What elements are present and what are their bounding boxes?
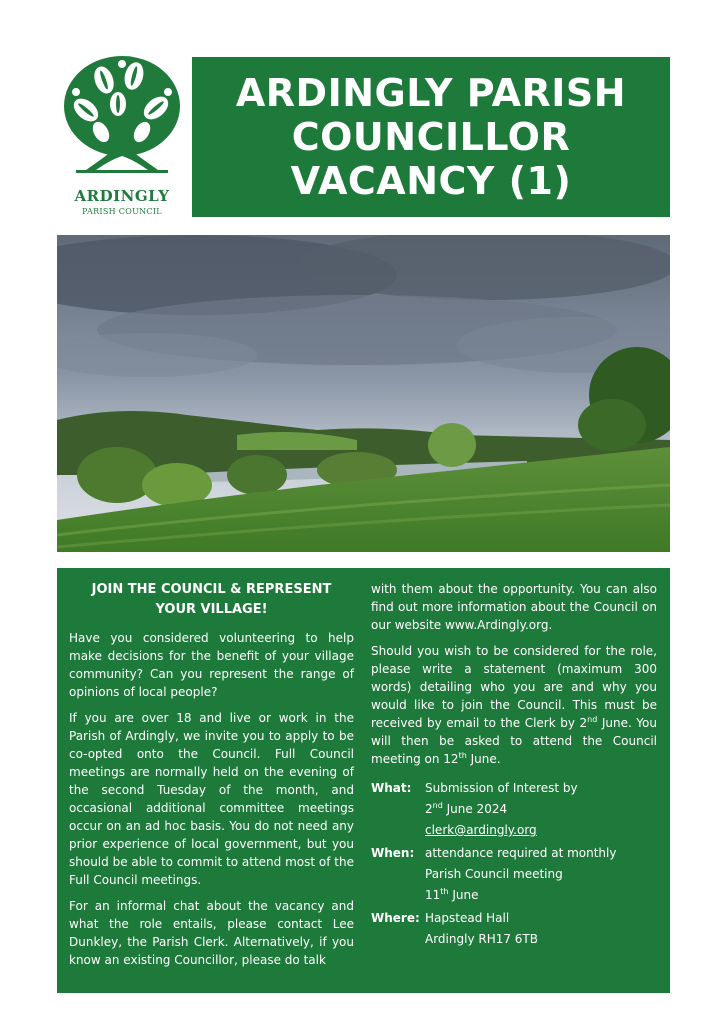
when-date (425, 885, 616, 906)
parish-logo (56, 52, 188, 222)
what-label: What: (371, 781, 412, 795)
details-list (371, 778, 657, 950)
landscape-illustration (57, 235, 670, 552)
contact-paragraph: For an informal chat about the vacancy and what the role entails, please contact Lee Dunkley, the Parish Clerk. Alternatively, if you know an existing Councillor, please do talk (69, 899, 354, 967)
where-label: Where: (371, 911, 420, 925)
what-date-sup: nd (432, 801, 443, 810)
logo-subtitle: PARISH COUNCIL (82, 207, 162, 216)
left-column (69, 580, 354, 977)
where-line-1: Hapstead Hall (425, 911, 510, 925)
application-paragraph (371, 642, 657, 768)
oak-tree-icon (56, 52, 188, 184)
what-date (425, 799, 578, 820)
what-row (371, 778, 657, 841)
when-row (371, 843, 657, 906)
application-sup-1: nd (587, 715, 598, 724)
application-sup-2: th (458, 751, 467, 760)
website-paragraph: with them about the opportunity. You can also find out more information about the Council on our website www.Ardingly.org. (371, 582, 657, 632)
what-date-num: 2 (425, 802, 433, 816)
when-line-2: Parish Council meeting (425, 867, 563, 881)
info-panel (57, 568, 670, 993)
panel-heading-line-1: JOIN THE COUNCIL & REPRESENT (91, 582, 332, 597)
clerk-email-link[interactable]: clerk@ardingly.org (425, 823, 537, 837)
application-text-a: Should you wish to be considered for the role, please write a statement (maximum 300 words) detailing who you are and why you would like to join the Council. This must be received by email to the Clerk by 2 (371, 644, 657, 730)
title-banner (192, 57, 670, 217)
where-row (371, 908, 657, 950)
what-date-rest: June 2024 (442, 802, 508, 816)
right-column (371, 580, 657, 952)
when-date-rest: June (448, 888, 479, 902)
title-line-2: COUNCILLOR (291, 115, 571, 159)
when-date-sup: th (440, 887, 449, 896)
logo-name: ARDINGLY (74, 187, 170, 205)
what-line-1: Submission of Interest by (425, 781, 578, 795)
eligibility-paragraph: If you are over 18 and live or work in the Parish of Ardingly, we invite you to apply to be co-opted onto the Council. Full Council meetings are normally held on the evening of the second Tuesday of the month, and occasional additional committee meetings occur on an ad hoc basis. You do not need any prior experience of local government, but you should be able to commit to attend most of the Full Council meetings. (69, 711, 354, 887)
application-text-b: June. You will then be asked to attend the Council meeting on 12 (371, 716, 657, 766)
panel-heading-line-2: YOUR VILLAGE! (155, 602, 268, 617)
application-text-c: June. (466, 752, 501, 766)
title-line-1: ARDINGLY PARISH (235, 71, 627, 115)
where-line-2: Ardingly RH17 6TB (425, 932, 538, 946)
when-line-1: attendance required at monthly (425, 846, 617, 860)
panel-heading (69, 580, 354, 620)
landscape-photo (57, 235, 670, 552)
when-date-num: 11 (425, 888, 441, 902)
when-label: When: (371, 846, 415, 860)
intro-paragraph: Have you considered volunteering to help make decisions for the benefit of your village community? Can you represent the range of opinions of local people? (69, 631, 354, 699)
title-line-3: VACANCY (1) (290, 159, 572, 203)
